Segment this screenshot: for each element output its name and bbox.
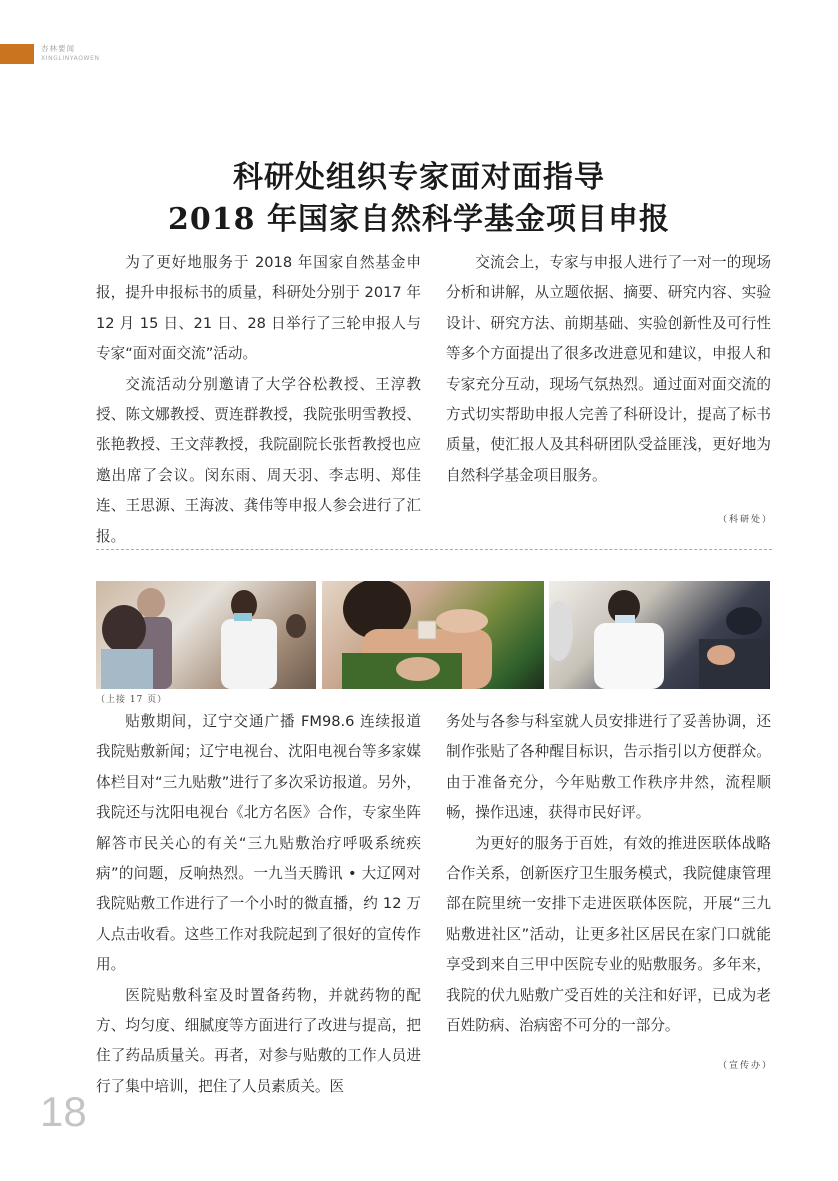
photo-applying-patch-on-back: [322, 581, 544, 689]
article-title-line1: 科研处组织专家面对面指导: [233, 160, 605, 195]
page-number: 18: [40, 1088, 87, 1135]
photo-nurse-treating-patient: [549, 581, 770, 689]
article1-column-left: [96, 248, 421, 552]
paragraph: 为更好的服务于百姓，有效的推进医联体战略合作关系，创新医疗卫生服务模式，我院健康管理部在院里统一安排下走进医联体医院，开展“三九贴敷进社区”活动，让更多社区居民在家门口就能享受到来自三甲中医院专业的贴敷服务。多年来，我院的伏九贴敷广受百姓的关注和好评，已成为老百姓防病、治病密不可分的一部分。: [446, 834, 771, 1035]
article-title-line2: 2018 年国家自然科学基金项目申报: [168, 202, 670, 237]
paragraph: 为了更好地服务于 2018 年国家自然基金申报，提升申报标书的质量，科研处分别于 2017 年 12 月 15 日、21 日、28 日举行了三轮申报人与专家“面对面交流”活动。: [96, 254, 421, 363]
section-color-tab: [0, 44, 34, 64]
paragraph: 交流活动分别邀请了大学谷松教授、王淳教授、陈文娜教授、贾连群教授，我院张明雪教授、张艳教授、王文萍教授，我院副院长张哲教授也应邀出席了会议。闵东雨、周天羽、李志明、郑佳连、王思源、王海波、龚伟等申报人参会进行了汇报。: [96, 375, 421, 545]
article2-column-right: [446, 707, 771, 1041]
photo-doctor-with-patients: [96, 581, 316, 689]
paragraph: 交流会上，专家与申报人进行了一对一的现场分析和讲解，从立题依据、摘要、研究内容、实验设计、研究方法、前期基础、实验创新性及可行性等多个方面提出了很多改进意见和建议，申报人和专家充分互动，现场气氛热烈。通过面对面交流的方式切实帮助申报人完善了科研设计，提高了标书质量，使汇报人及其科研团队受益匪浅，更好地为自然科学基金项目服务。: [446, 254, 771, 484]
section-header-cn: 杏林要闻: [41, 44, 75, 53]
continued-from-note: （上接 17 页）: [96, 695, 168, 705]
paragraph: 医院贴敷科室及时置备药物，并就药物的配方、均匀度、细腻度等方面进行了改进与提高，把住了药品质量关。再者，对参与贴敷的工作人员进行了集中培训，把住了人员素质关。医: [96, 986, 421, 1095]
paragraph-continued: 务处与各参与科室就人员安排进行了妥善协调，还制作张贴了各种醒目标识，告示指引以方便群众。由于准备充分，今年贴敷工作秩序井然，流程顺畅，操作迅速，获得市民好评。: [446, 713, 771, 822]
article2-column-left: [96, 707, 421, 1102]
article2-source: （宣传办）: [718, 1061, 774, 1071]
article1-column-right: [446, 248, 771, 491]
section-divider: [96, 549, 772, 550]
section-header-en: XINGLINYAOWEN: [41, 55, 100, 62]
article1-source: （科研处）: [718, 515, 774, 525]
paragraph: 贴敷期间，辽宁交通广播 FM98.6 连续报道我院贴敷新闻；辽宁电视台、沈阳电视台等多家媒体栏目对“三九贴敷”进行了多次采访报道。另外，我院还与沈阳电视台《北方名医》合作，专家坐阵解答市民关心的有关“三九贴敷治疗呼吸系统疾病”的问题，反响热烈。一九当天腾讯 • 大辽网对我院贴敷工作进行了一个小时的微直播，约 12 万人点击收看。这些工作对我院起到了很好的宣传作用。: [96, 713, 421, 974]
